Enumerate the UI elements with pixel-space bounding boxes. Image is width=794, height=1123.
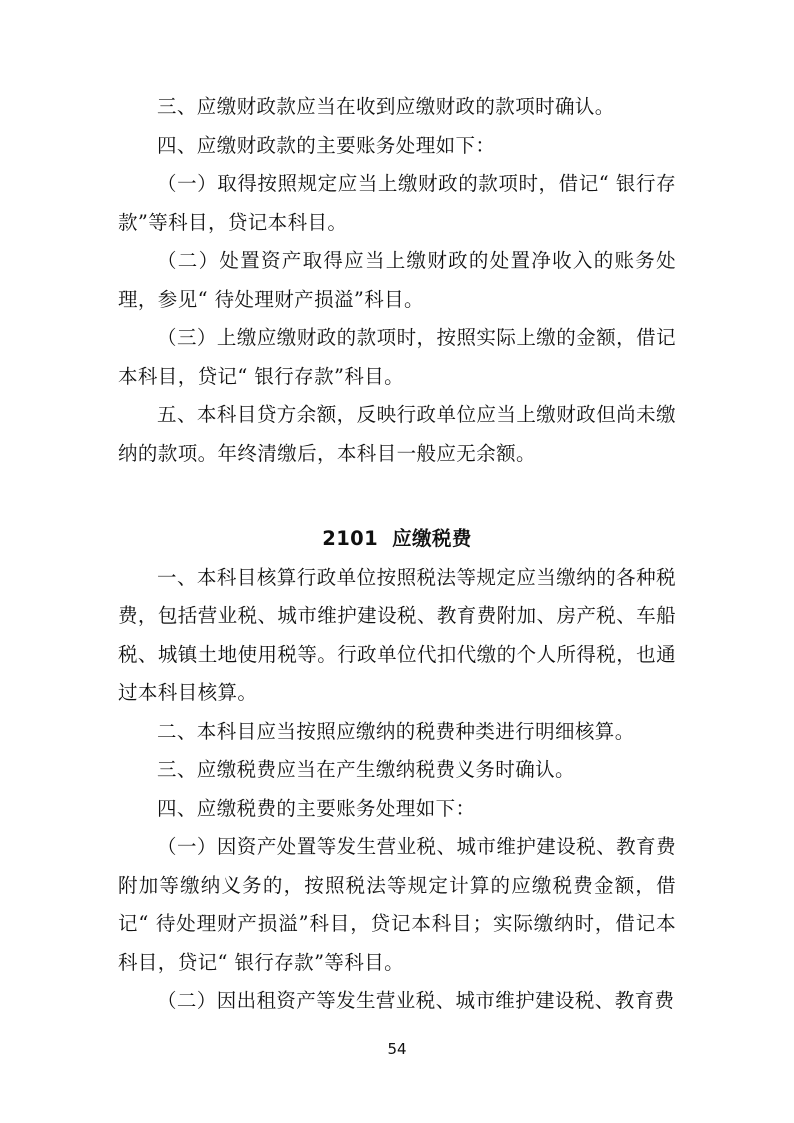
- paragraph: （一）因资产处置等发生营业税、城市维护建设税、教育费附加等缴纳义务的，按照税法等规定计算的应缴税费金额，借记“ 待处理财产损溢”科目，贷记本科目；实际缴纳时，借记本科目，贷记“ 银行存款”等科目。: [118, 835, 676, 974]
- paragraph: （二）因出租资产等发生营业税、城市维护建设税、教育费: [157, 989, 675, 1012]
- section-code: 2101: [322, 527, 379, 550]
- paragraph: 四、应缴税费的主要账务处理如下：: [157, 796, 476, 820]
- paragraph: 一、本科目核算行政单位按照税法等规定应当缴纳的各种税费，包括营业税、城市维护建设税、教育费附加、房产税、车船税、城镇土地使用税等。行政单位代扣代缴的个人所得税，也通过本科目核算。: [118, 565, 676, 704]
- paragraph: 三、应缴财政款应当在收到应缴财政的款项时确认。: [157, 95, 615, 118]
- section-heading: [118, 520, 676, 559]
- page-number: 54: [387, 1040, 407, 1058]
- paragraph: 四、应缴财政款的主要账务处理如下：: [157, 133, 496, 157]
- paragraph: （二）处置资产取得应当上缴财政的处置净收入的账务处理，参见“ 待处理财产损溢”科目。: [118, 249, 676, 311]
- paragraph: （三）上缴应缴财政的款项时，按照实际上缴的金额，借记本科目，贷记“ 银行存款”科目。: [118, 326, 676, 388]
- paragraph: 二、本科目应当按照应缴纳的税费种类进行明细核算。: [157, 719, 635, 743]
- paragraph: 五、本科目贷方余额，反映行政单位应当上缴财政但尚未缴纳的款项。年终清缴后，本科目一般应无余额。: [118, 403, 676, 465]
- paragraph: （一）取得按照规定应当上缴财政的款项时，借记“ 银行存款”等科目，贷记本科目。: [118, 172, 676, 234]
- paragraph: 三、应缴税费应当在产生缴纳税费义务时确认。: [157, 758, 575, 781]
- section-previous-body: [118, 88, 676, 473]
- section-2101-body: [118, 559, 676, 1021]
- section-title: 应缴税费: [392, 527, 472, 550]
